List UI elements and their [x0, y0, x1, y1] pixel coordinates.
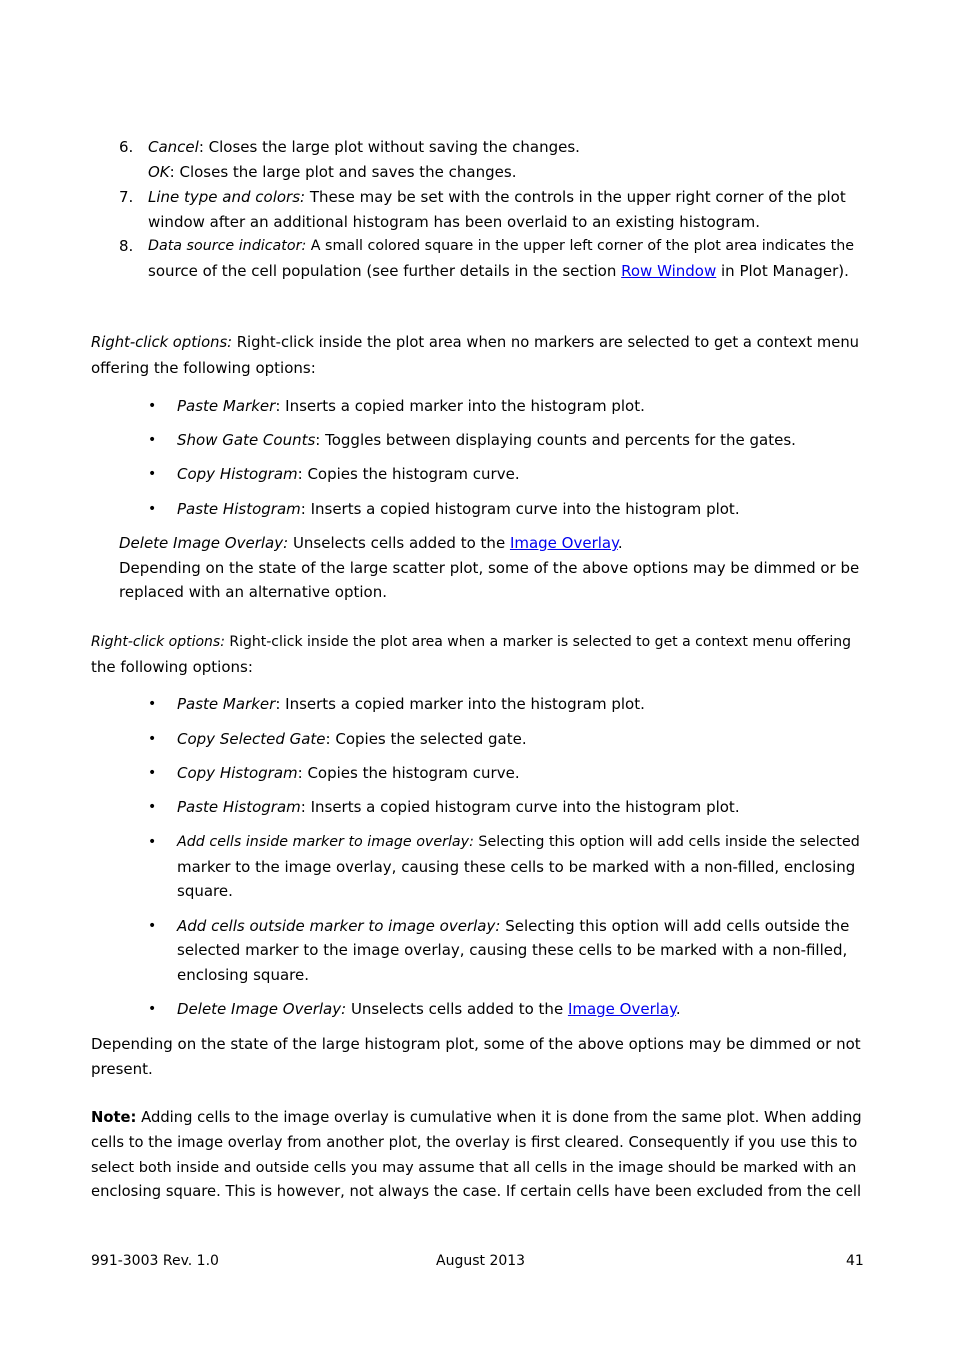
note-label: Note:	[91, 1109, 137, 1126]
bullet-glyph: •	[148, 1001, 157, 1017]
item-6-line-1: Cancel: Closes the large plot without saving the changes.	[148, 138, 580, 156]
bullet-glyph: •	[148, 799, 157, 815]
bullet-glyph: •	[148, 765, 157, 781]
list-item: Copy Histogram: Copies the histogram curve.	[177, 764, 520, 782]
item-7-line-2: window after an additional histogram has been overlaid to an existing histogram.	[148, 213, 761, 231]
section2-delete-line: Delete Image Overlay: Unselects cells added to the Image Overlay.	[177, 1000, 681, 1018]
list-item: Paste Histogram: Inserts a copied histogram curve into the histogram plot.	[177, 500, 740, 518]
row-window-link[interactable]: Row Window	[621, 262, 717, 280]
bullet-glyph: •	[148, 398, 157, 414]
note-line-1: Note: Adding cells to the image overlay is cumulative when it is done from the same plot. When adding	[91, 1109, 862, 1126]
term-cancel: Cancel	[148, 138, 199, 156]
bullet-glyph: •	[148, 918, 157, 934]
list-item: Paste Histogram: Inserts a copied histogram curve into the histogram plot.	[177, 798, 740, 816]
add-outside-line-2: selected marker to the image overlay, causing these cells to be marked with a non-filled,	[177, 941, 848, 959]
image-overlay-link[interactable]: Image Overlay	[567, 1000, 676, 1018]
bullet-glyph: •	[148, 466, 157, 482]
list-item: Copy Histogram: Copies the histogram curve.	[177, 465, 520, 483]
list-item: Paste Marker: Inserts a copied marker into the histogram plot.	[177, 695, 645, 713]
bullet-glyph: •	[148, 731, 157, 747]
list-number-8: 8.	[119, 237, 134, 255]
section1-lead-line-2: offering the following options:	[91, 359, 316, 377]
footer-date: August 2013	[436, 1253, 526, 1269]
list-item: Show Gate Counts: Toggles between displaying counts and percents for the gates.	[177, 431, 796, 449]
list-number-7: 7.	[119, 188, 134, 206]
item-6-line-2: OK: Closes the large plot and saves the changes.	[148, 163, 517, 181]
note-line-4: enclosing square. This is however, not always the case. If certain cells have been excluded from the cell	[91, 1183, 862, 1200]
section2-lead-line-2: the following options:	[91, 658, 253, 676]
term-ok: OK	[148, 163, 170, 181]
term-line-type: Line type and colors:	[148, 188, 306, 206]
section1-note-line-2: replaced with an alternative option.	[119, 583, 387, 601]
term-data-source: Data source indicator:	[148, 238, 307, 254]
item-7-line-1: Line type and colors: These may be set with the controls in the upper right corner of the plot	[148, 188, 846, 206]
item-8-line-2: source of the cell population (see further details in the section Row Window in Plot Manager).	[148, 262, 849, 280]
note-line-3: select both inside and outside cells you may assume that all cells in the image should be marked with an	[91, 1160, 857, 1176]
image-overlay-link[interactable]: Image Overlay	[509, 534, 618, 552]
add-outside-line-1: Add cells outside marker to image overlay: Selecting this option will add cells outside the	[177, 917, 850, 935]
section1-lead-line-1: Right-click options: Right-click inside the plot area when no markers are selected to get a context menu	[91, 334, 860, 351]
footer-page-number: 41	[846, 1253, 864, 1269]
section1-delete-line: Delete Image Overlay: Unselects cells added to the Image Overlay.	[119, 534, 623, 552]
list-number-6: 6.	[119, 138, 134, 156]
list-item: Paste Marker: Inserts a copied marker into the histogram plot.	[177, 397, 645, 415]
section2-closing-line-1: Depending on the state of the large histogram plot, some of the above options may be dimmed or not	[91, 1035, 861, 1053]
add-outside-line-3: enclosing square.	[177, 966, 309, 984]
bullet-glyph: •	[148, 501, 157, 517]
add-inside-line-3: square.	[177, 882, 233, 900]
bullet-glyph: •	[148, 696, 157, 712]
item-8-line-1: Data source indicator: A small colored square in the upper left corner of the plot area indicates the	[148, 238, 854, 254]
list-item: Copy Selected Gate: Copies the selected gate.	[177, 730, 527, 748]
add-inside-line-1: Add cells inside marker to image overlay: Selecting this option will add cells inside the selected	[177, 834, 860, 850]
add-inside-line-2: marker to the image overlay, causing these cells to be marked with a non-filled, enclosing	[177, 858, 856, 876]
bullet-glyph: •	[148, 432, 157, 448]
section1-note-line-1: Depending on the state of the large scatter plot, some of the above options may be dimmed or be	[119, 559, 860, 577]
section2-lead-line-1: Right-click options: Right-click inside the plot area when a marker is selected to get a context menu offering	[91, 634, 852, 650]
note-line-2: cells to the image overlay from another plot, the overlay is first cleared. Consequently if you use this to	[91, 1134, 858, 1151]
section2-closing-line-2: present.	[91, 1060, 153, 1078]
bullet-glyph: •	[148, 834, 157, 850]
footer-doc-id: 991-3003 Rev. 1.0	[91, 1253, 219, 1269]
